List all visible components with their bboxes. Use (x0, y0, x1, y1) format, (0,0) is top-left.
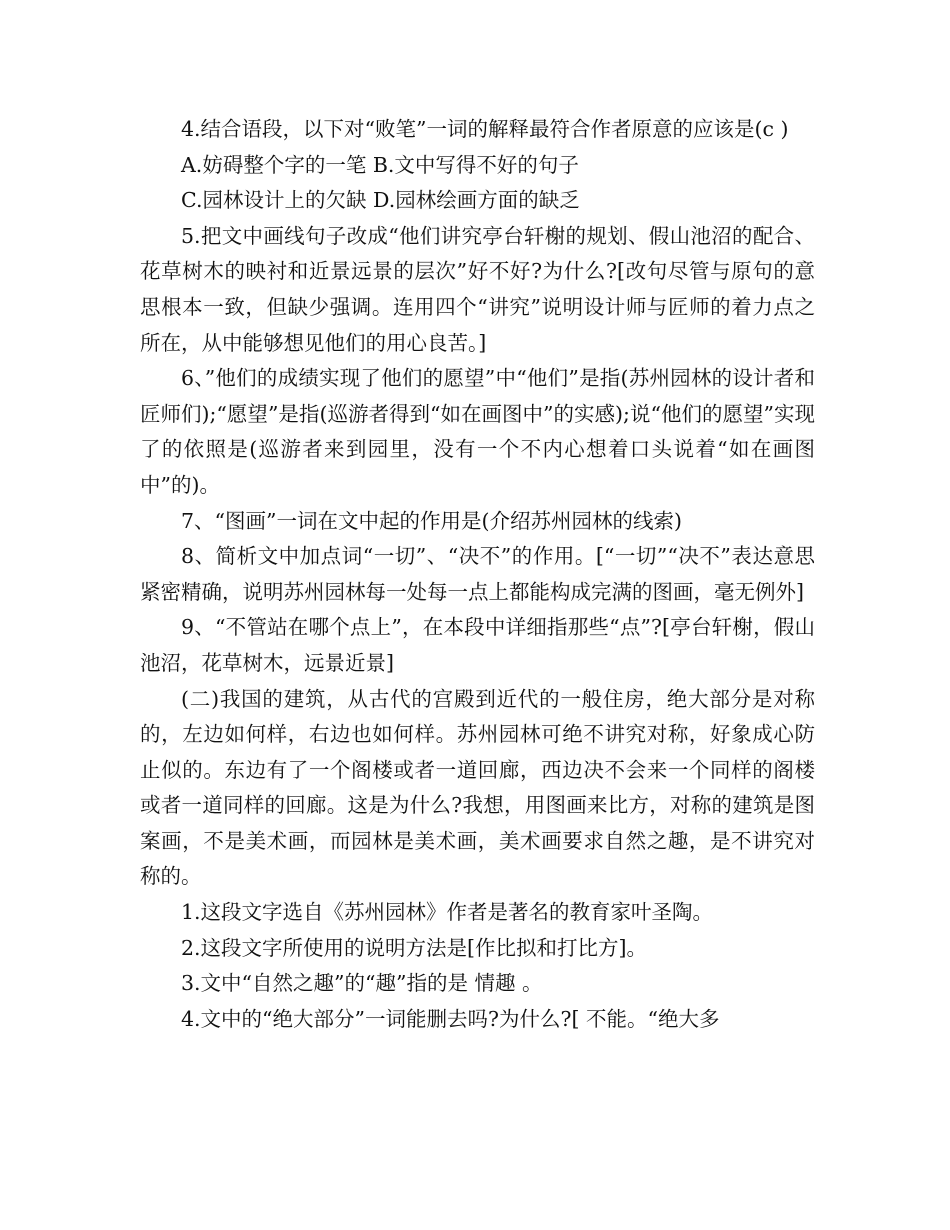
document-body (140, 112, 815, 1037)
question-9: 9、“不管站在哪个点上”，在本段中详细指那些“点”?[亭台轩榭，假山池沼，花草树木，远景近景] (140, 615, 815, 675)
passage-two-question-4: 4.文中的“绝大部分”一词能删去吗?为什么?[ 不能。“绝大多 (181, 1006, 720, 1031)
question-4-options-a-b: A.妨碍整个字的一笔 B.文中写得不好的句子 (181, 152, 579, 177)
passage-two: (二)我国的建筑，从古代的宫殿到近代的一般住房，绝大部分是对称的，左边如何样，右边也如何样。苏州园林可绝不讲究对称，好象成心防止似的。东边有了一个阁楼或者一道回廊，西边决不会来一个同样的阁楼或者一道同样的回廊。这是为什么?我想，用图画来比方，对称的建筑是图案画，不是美术画，而园林是美术画，美术画要求自然之趣，是不讲究对称的。 (140, 686, 815, 889)
question-8: 8、简析文中加点词“一切”、“决不”的作用。[“一切”“决不”表达意思紧密精确，说明苏州园林每一处每一点上都能构成完满的图画，毫无例外] (140, 544, 815, 604)
passage-two-question-2: 2.这段文字所使用的说明方法是[作比拟和打比方]。 (181, 935, 648, 960)
passage-two-question-1: 1.这段文字选自《苏州园林》作者是著名的教育家叶圣陶。 (181, 900, 714, 925)
question-6: 6、”他们的成绩实现了他们的愿望”中“他们”是指(苏州园林的设计者和匠师们);“愿望”是指(巡游者得到“如在画图中”的实感);说“他们的愿望”实现了的依照是(巡游者来到园里，没有一个不内心想着口头说着“如在画图中”的)。 (140, 366, 815, 497)
question-4-stem: 4.结合语段，以下对“败笔”一词的解释最符合作者原意的应该是(c ) (181, 117, 789, 141)
question-5: 5.把文中画线句子改成“他们讲究亭台轩榭的规划、假山池沼的配合、花草树木的映衬和近景远景的层次”好不好?为什么?[改句尽管与原句的意思根本一致，但缺少强调。连用四个“讲究”说明设计师与匠师的着力点之所在，从中能够想见他们的用心良苦。] (140, 223, 815, 355)
passage-two-question-3: 3.文中“自然之趣”的“趣”指的是 情趣 。 (181, 971, 543, 996)
question-7: 7、“图画”一词在文中起的作用是(介绍苏州园林的线索) (181, 508, 682, 533)
question-4-options-c-d: C.园林设计上的欠缺 D.园林绘画方面的缺乏 (181, 188, 580, 213)
